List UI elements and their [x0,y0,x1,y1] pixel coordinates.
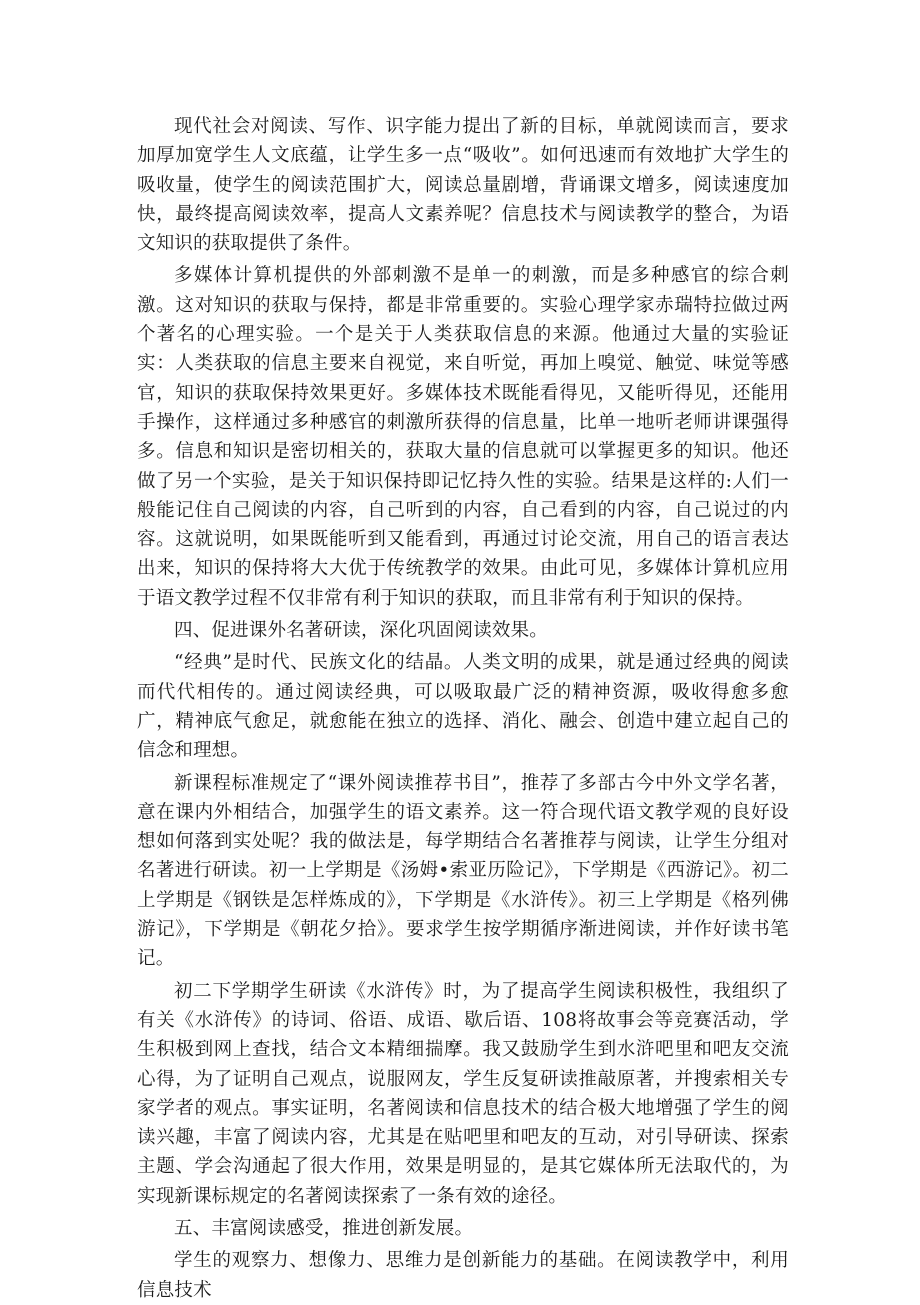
paragraph-multimedia-stimulus: 多媒体计算机提供的外部刺激不是单一的刺激，而是多种感官的综合刺激。这对知识的获取与保持，都是非常重要的。实验心理学家赤瑞特拉做过两个著名的心理实验。一个是关于人类获取信息的来源。他通过大量的实验证实：人类获取的信息主要来自视觉，来自听觉，再加上嗅觉、触觉、味觉等感官，知识的获取保持效果更好。多媒体技术既能看得见，又能听得见，还能用手操作，这样通过多种感官的刺激所获得的信息量，比单一地听老师讲课强得多。信息和知识是密切相关的，获取大量的信息就可以掌握更多的知识。他还做了另一个实验，是关于知识保持即记忆持久性的实验。结果是这样的:人们一般能记住自己阅读的内容，自己听到的内容，自己看到的内容，自己说过的内容。这就说明，如果既能听到又能看到，再通过讨论交流，用自己的语言表达出来，知识的保持将大大优于传统教学的效果。由此可见，多媒体计算机应用于语文教学过程不仅非常有利于知识的获取，而且非常有利于知识的保持。 [137,265,789,609]
document-body [137,112,789,1305]
paragraph-water-margin-study: 初二下学期学生研读《水浒传》时，为了提高学生阅读积极性，我组织了有关《水浒传》的诗词、俗语、成语、歇后语、108将故事会等竞赛活动，学生积极到网上查找，结合文本精细揣摩。我又鼓励学生到水浒吧里和吧友交流心得，为了证明自己观点，说服网友，学生反复研读推敲原著，并搜索相关专家学者的观点。事实证明，名著阅读和信息技术的结合极大地增强了学生的阅读兴趣，丰富了阅读内容，尤其是在贴吧里和吧友的互动，对引导研读、探索主题、学会沟通起了很大作用，效果是明显的，是其它媒体所无法取代的，为实现新课标规定的名著阅读探索了一条有效的途径。 [137,980,789,1207]
paragraph-curriculum-reading-list: 新课程标准规定了“课外阅读推荐书目”，推荐了多部古今中外文学名著，意在课内外相结合，加强学生的语文素养。这一符合现代语文教学观的良好设想如何落到实处呢？我的做法是，每学期结合名著推荐与阅读，让学生分组对名著进行研读。初一上学期是《汤姆•索亚历险记》，下学期是《西游记》。初二上学期是《钢铁是怎样炼成的》，下学期是《水浒传》。初三上学期是《格列佛游记》，下学期是《朝花夕拾》。要求学生按学期循序渐进阅读，并作好读书笔记。 [137,772,789,970]
paragraph-creativity: 学生的观察力、想像力、思维力是创新能力的基础。在阅读教学中，利用信息技术 [137,1250,789,1301]
paragraph-reading-goals: 现代社会对阅读、写作、识字能力提出了新的目标，单就阅读而言，要求加厚加宽学生人文底蕴，让学生多一点“吸收”。如何迅速而有效地扩大学生的吸收量，使学生的阅读范围扩大，阅读总量剧增，背诵课文增多，阅读速度加快，最终提高阅读效率，提高人文素养呢？信息技术与阅读教学的整合，为语文知识的获取提供了条件。 [137,116,789,255]
paragraph-classics: “经典”是时代、民族文化的结晶。人类文明的成果，就是通过经典的阅读而代代相传的。通过阅读经典，可以吸取最广泛的精神资源，吸收得愈多愈广，精神底气愈足，就愈能在独立的选择、消化、融会、创造中建立起自己的信念和理想。 [137,652,789,762]
section-heading-five: 五、丰富阅读感受，推进创新发展。 [174,1217,474,1239]
section-heading-four: 四、促进课外名著研读，深化巩固阅读效果。 [174,620,549,642]
